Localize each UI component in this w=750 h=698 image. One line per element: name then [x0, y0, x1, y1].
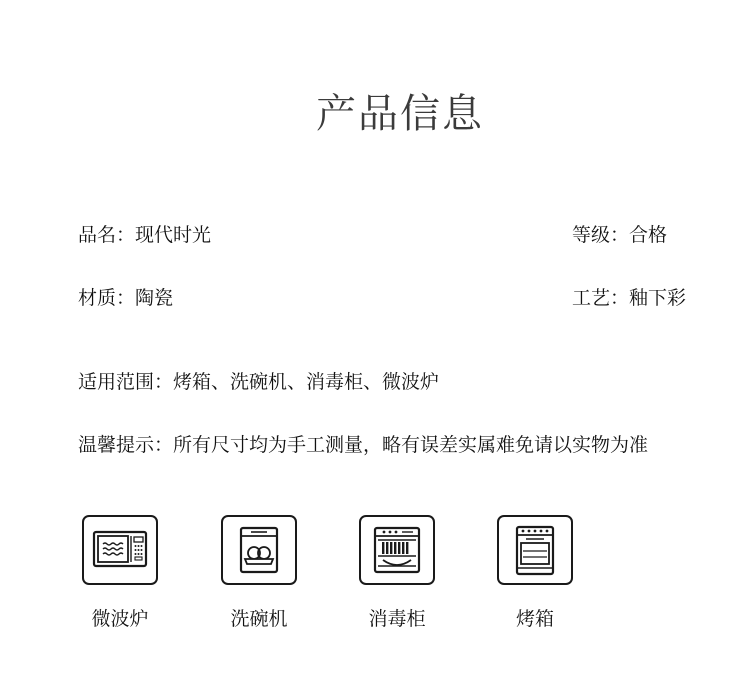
sterilizer-icon-box [359, 515, 435, 585]
page-title: 产品信息 [316, 91, 484, 137]
appliance-label-oven: 烤箱 [515, 608, 554, 630]
product-grade: 等级：合格 [572, 224, 668, 246]
appliance-label-dishwasher: 洗碗机 [230, 608, 288, 630]
product-craft: 工艺：釉下彩 [572, 287, 687, 309]
appliance-label-microwave: 微波炉 [91, 608, 149, 630]
oven-icon [499, 517, 571, 583]
usage-scope: 适用范围：烤箱、洗碗机、消毒柜、微波炉 [78, 371, 440, 393]
oven-icon-box [497, 515, 573, 585]
dishwasher-icon-box [221, 515, 297, 585]
microwave-icon-box [82, 515, 158, 585]
microwave-icon [84, 517, 156, 583]
product-name: 品名：现代时光 [78, 224, 212, 246]
product-material: 材质：陶瓷 [78, 287, 174, 309]
warm-tip: 温馨提示：所有尺寸均为手工测量，略有误差实属难免请以实物为准 [78, 434, 649, 456]
appliance-label-sterilizer: 消毒柜 [368, 608, 426, 630]
dishwasher-icon [223, 517, 295, 583]
sterilizer-cabinet-icon [361, 517, 433, 583]
